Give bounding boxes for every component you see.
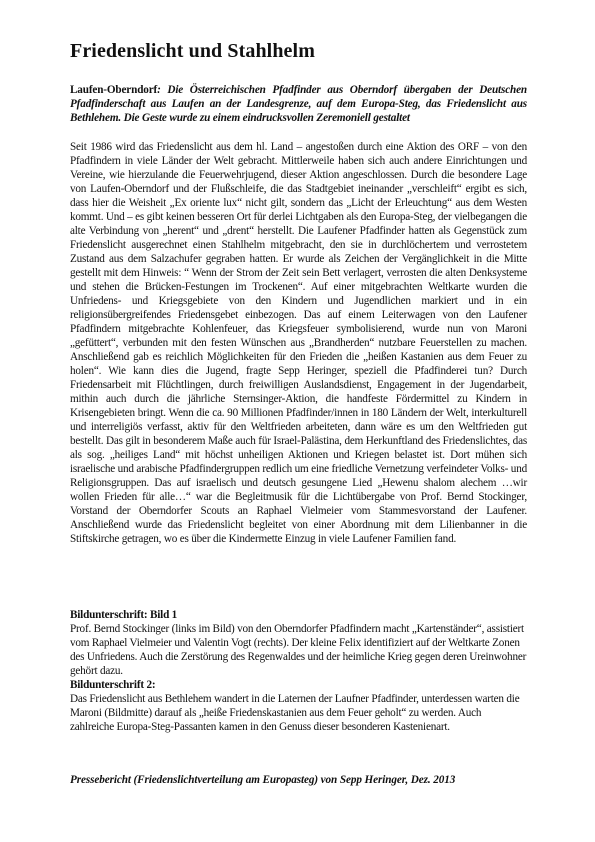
caption-1-text: Prof. Bernd Stockinger (links im Bild) von den Oberndorfer Pfadfindern macht „Kartenständer“, assistiert vom Raphael Vielmeier und Valentin Vogt (rechts). Der kleine Felix identifiziert auf der Weltkarte Zonen des Unfriedens. Auch die Zerstörung des Regenwaldes und der heimliche Krieg gegen deren Ureinwohner gehört dazu. [70,623,527,677]
caption-2-text: Das Friedenslicht aus Bethlehem wandert in die Laternen der Laufner Pfadfinder, unterdessen warten die Maroni (Bildmitte) darauf als „heiße Friedenskastanien aus dem Feuer geholt“ zu werden. Auch zahlreiche Europa-Steg-Passanten kamen in den Genuss dieser besonderen Kastenienart. [70,693,520,733]
lead-text: : Die Österreichischen Pfadfinder aus Oberndorf übergaben der Deutschen Pfadfinderschaft aus Laufen an der Landesgrenze, auf dem Europa-Steg, das Friedenslicht aus Bethlehem. Die Geste wurde zu einem eindrucksvollen Zeremoniell gestaltet [70,84,527,124]
press-footer: Pressebericht (Friedenslichtverteilung am Europasteg) von Sepp Heringer, Dez. 2013 [70,774,456,786]
captions-section [70,608,527,734]
body-text: Seit 1986 wird das Friedenslicht aus dem hl. Land – angestoßen durch eine Aktion des ORF – von den Pfadfindern in viele Länder der Welt gebracht. Mittlerweile haben sich auch andere Einrichtungen und Vereine, wie hierzulande die Feuerwehrjugend, dieser Aktion angeschlossen. Durch die besondere Lage von Laufen-Oberndorf und der Flußschleife, die das Stadtgebiet ineinander „verschleift“ ergibt es sich, dass hier die Weisheit „Ex oriente lux“ nicht gilt, sondern das „Licht der Erleuchtung“ aus dem Westen kommt. Und – es gibt keinen besseren Ort für derlei Lichtgaben als den Europa-Steg, der vielbegangen die alte Verbindung von „herent“ und „drent“ herstellt. Die Laufener Pfadfinder hatten als Gegenstück zum Friedenslicht ausgerechnet einen Stahlhelm mitgebracht, den sie in durchlöchertem und verrostetem Zustand aus dem Salzachufer gegraben hatten. Er wurde als Zeichen der Vergänglichkeit in die Mitte gestellt mit dem Hinweis: “ Wenn der Strom der Zeit sein Bett verlagert, verrosten die alten Denksysteme und stehen die Brücken-Festungen im Trockenen“. Auf einer mitgebrachten Weltkarte wurden die Unfriedens- und Kriegsgebiete von den Kindern und Jugendlichen markiert und in ein religionsübergreifendes Friedensgebet einbezogen. Das auf einem Leiterwagen von den Laufener Pfadfindern mitgebrachte Kohlenfeuer, das Kriegsfeuer symbolisierend, wurde nun von Maroni „gefüttert“, verbunden mit den festen Wünschen aus „Brandherden“ nutzbare Feuerstellen zu machen. Anschließend gab es reichlich Möglichkeiten für den Frieden die „heißen Kastanien aus dem Feuer zu holen“. Wie kann dies die Jugend, fragte Sepp Heringer, speziell die Pfadfinderei tun? Durch Friedensarbeit mit Flüchtlingen, durch freiwilligen Auslandsdienst, Engagement in der Jugendarbeit, mithin auch durch die jährliche Sternsinger-Aktion, die handfeste Fördermittel zu Kindern in Krisengebieten bringt. Wenn die ca. 90 Millionen Pfadfinder/innen in 180 Ländern der Welt, interkulturell und interreligiös verfasst, aktiv für den Weltfrieden arbeiteten, dann wäre es um den Weltfrieden gut bestellt. Das gilt in besonderem Maße auch für Israel-Palästina, dem Herkunftland des Friedenslichtes, das als sog. „heiliges Land“ mit höchst unheiligen Aktionen und Kriegen belastet ist. Dort mühen sich israelische und arabische Pfadfindergruppen redlich um eine friedliche Vernetzung verfeindeter Volks- und Religionsgruppen. Das auf israelisch und deutsch gesungene Lied „Hewenu shalom alechem …wir wollen Frieden für alle…“ war die Begleitmusik für die Lichtübergabe von Prof. Bernd Stockinger, Vorstand der Oberndorfer Scouts an Raphael Vielmeier vom Stammesvorstand der Laufener. Anschließend wurde das Friedenslicht begleitet von einer Abordnung mit dem Lilienbanner in die Stiftskirche getragen, wo es über die Kindermette Einzug in viele Laufener Familien fand. [70,141,528,545]
caption-1-heading: Bildunterschrift: Bild 1 [70,609,178,621]
caption-2-heading: Bildunterschrift 2: [70,679,156,691]
lead-place: Laufen-Oberndorf [70,84,158,96]
lead-paragraph [70,84,527,125]
document-title: Friedenslicht und Stahlhelm [70,40,315,62]
